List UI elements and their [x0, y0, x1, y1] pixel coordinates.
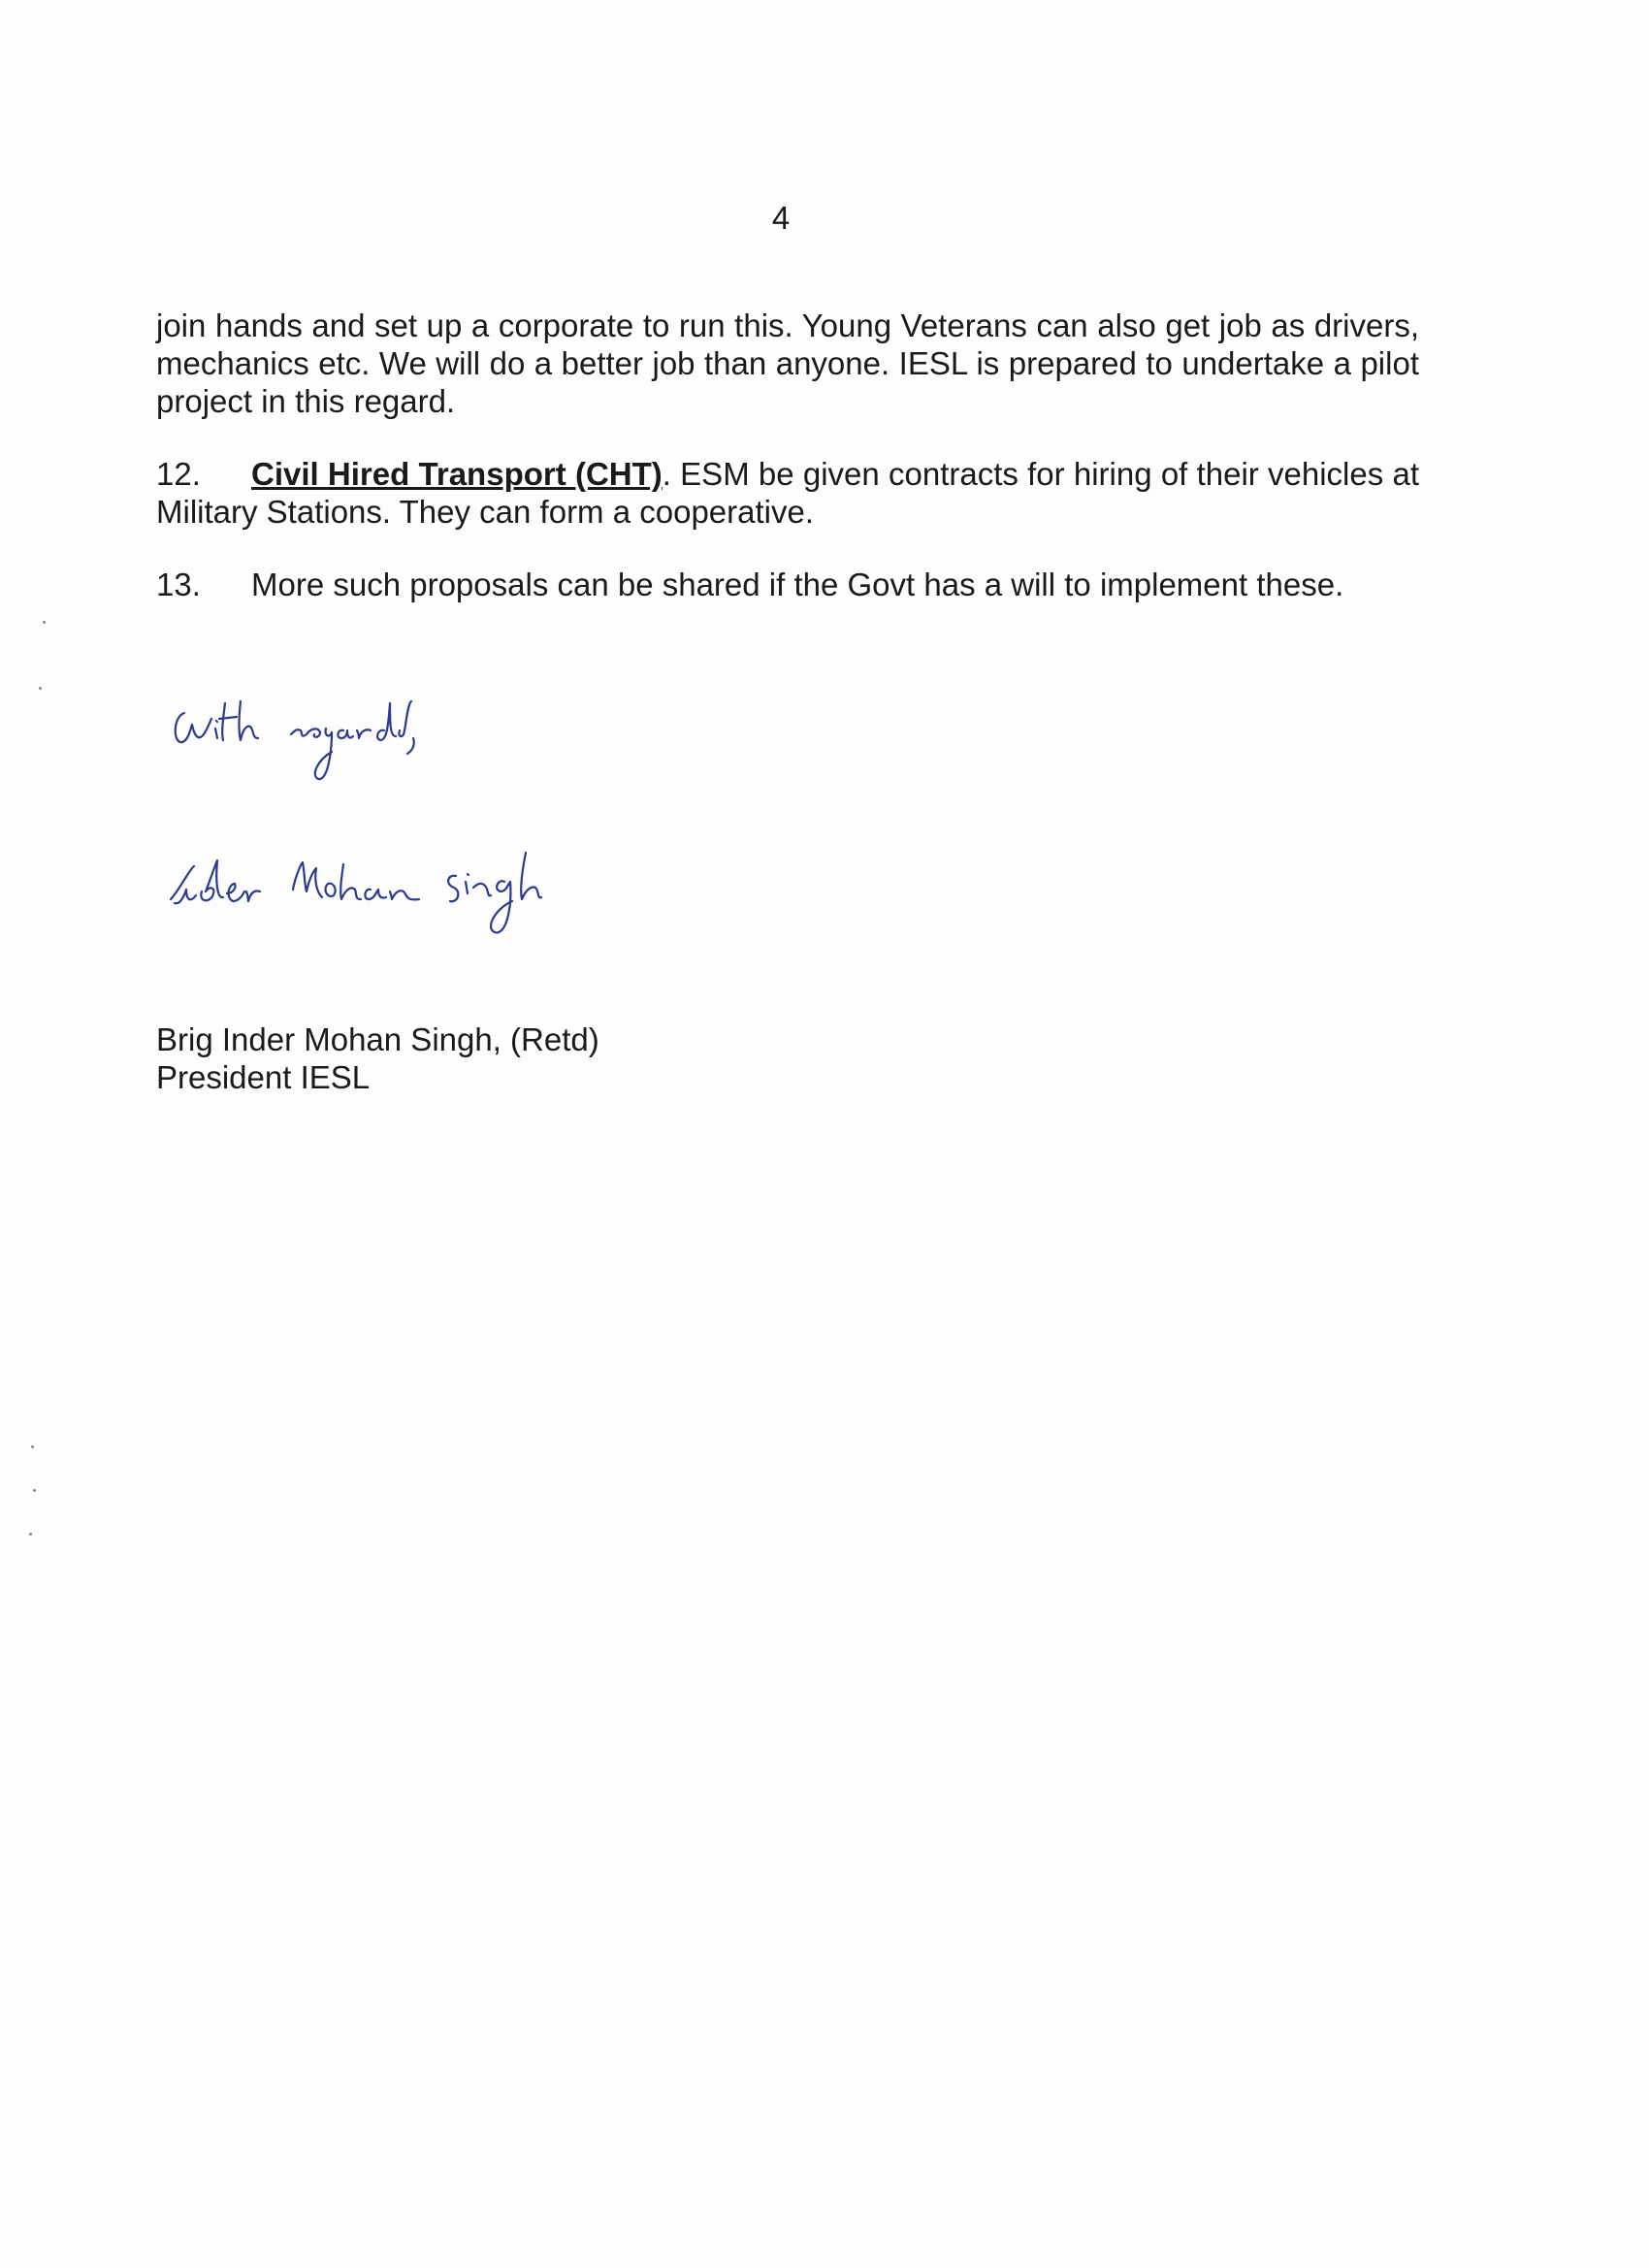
letter-body	[156, 307, 1419, 638]
paragraph-number: 13.	[156, 567, 201, 602]
paragraph-12	[156, 455, 1419, 531]
scan-speck	[43, 621, 46, 624]
paragraph-number: 12.	[156, 456, 201, 492]
signatory-name: Brig Inder Mohan Singh, (Retd)	[156, 1021, 599, 1057]
closing-block	[156, 1021, 599, 1096]
paragraph-heading: Civil Hired Transport (CHT)	[251, 456, 663, 492]
scan-speck	[31, 1445, 34, 1448]
paragraph-text: More such proposals can be shared if the Govt has a will to implement these.	[251, 567, 1344, 602]
page-number: 4	[771, 200, 791, 236]
handwritten-signature	[165, 674, 669, 956]
scan-speck	[29, 1533, 32, 1536]
signatory-title: President IESL	[156, 1059, 371, 1095]
paragraph-13	[156, 566, 1419, 603]
scan-speck	[39, 687, 42, 690]
paragraph-text: . ESM be given contracts for hiring of their vehicles at Military Stations. They can form a cooperative.	[156, 456, 1420, 530]
signature-drawing	[165, 674, 669, 956]
scan-speck	[33, 1489, 36, 1492]
paragraph-continuation: join hands and set up a corporate to run this. Young Veterans can also get job as drivers, mechanics etc. We will do a better job than anyone. IESL is prepared to undertake a pilot project in this regard.	[156, 308, 1419, 419]
